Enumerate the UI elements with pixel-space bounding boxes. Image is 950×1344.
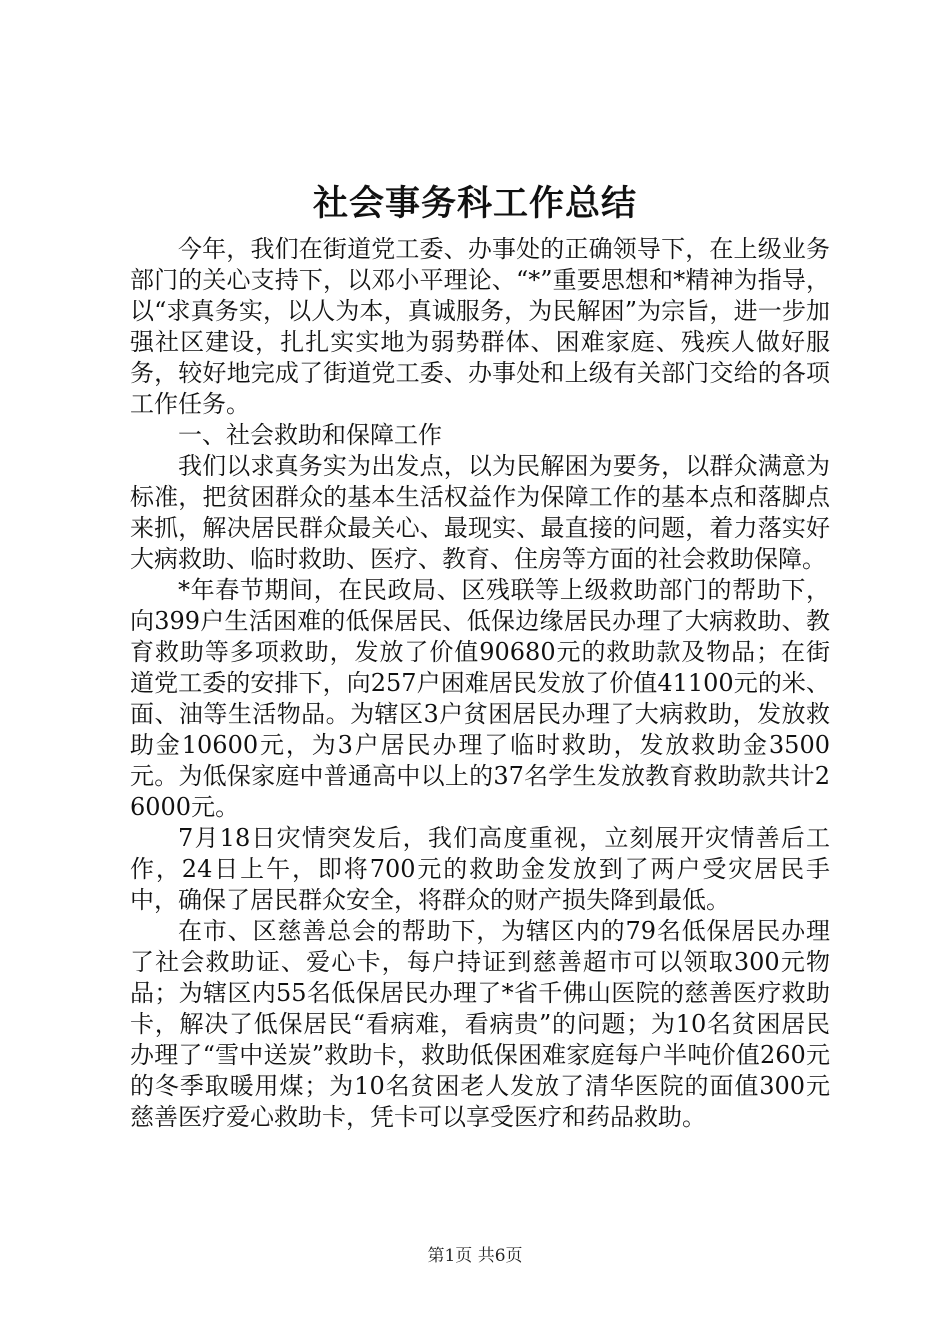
document-title: 社会事务科工作总结	[312, 183, 637, 224]
section-paragraph-3: 7月18日灾情突发后，我们高度重视，立刻展开灾情善后工作，24日上午，即将700元的救助金发放到了两户受灾居民手中，确保了居民群众安全，将群众的财产损失降到最低。	[130, 824, 830, 914]
section-paragraph-4: 在市、区慈善总会的帮助下，为辖区内的79名低保居民办理了社会救助证、爱心卡，每户持证到慈善超市可以领取300元物品；为辖区内55名低保居民办理了*省千佛山医院的慈善医疗救助卡，解决了低保居民“看病难，看病贵”的问题；为10名贫困居民办理了“雪中送炭”救助卡，救助低保困难家庭每户半吨价值260元的冬季取暖用煤；为10名贫困老人发放了清华医院的面值300元慈善医疗爱心救助卡，凭卡可以享受医疗和药品救助。	[130, 917, 830, 1131]
section-paragraph-2: *年春节期间，在民政局、区残联等上级救助部门的帮助下，向399户生活困难的低保居民、低保边缘居民办理了大病救助、教育救助等多项救助，发放了价值90680元的救助款及物品；在街道党工委的安排下，向257户困难居民发放了价值41100元的米、面、油等生活物品。为辖区3户贫困居民办理了大病救助，发放救助金10600元，为3户居民办理了临时救助，发放救助金3500元。为低保家庭中普通高中以上的37名学生发放教育救助款共计26000元。	[130, 576, 830, 821]
intro-paragraph: 今年，我们在街道党工委、办事处的正确领导下，在上级业务部门的关心支持下，以邓小平理论、“*”重要思想和*精神为指导，以“求真务实，以人为本，真诚服务，为民解困”为宗旨，进一步加强社区建设，扎扎实实地为弱势群体、困难家庭、残疾人做好服务，较好地完成了街道党工委、办事处和上级有关部门交给的各项工作任务。	[130, 235, 830, 418]
section-heading: 一、社会救助和保障工作	[178, 421, 442, 449]
section-paragraph-1: 我们以求真务实为出发点，以为民解困为要务，以群众满意为标准，把贫困群众的基本生活权益作为保障工作的基本点和落脚点来抓，解决居民群众最关心、最现实、最直接的问题，着力落实好大病救助、临时救助、医疗、教育、住房等方面的社会救助保障。	[130, 452, 830, 573]
document-body	[130, 234, 830, 1133]
page-footer: 第1页 共6页	[427, 1246, 523, 1266]
